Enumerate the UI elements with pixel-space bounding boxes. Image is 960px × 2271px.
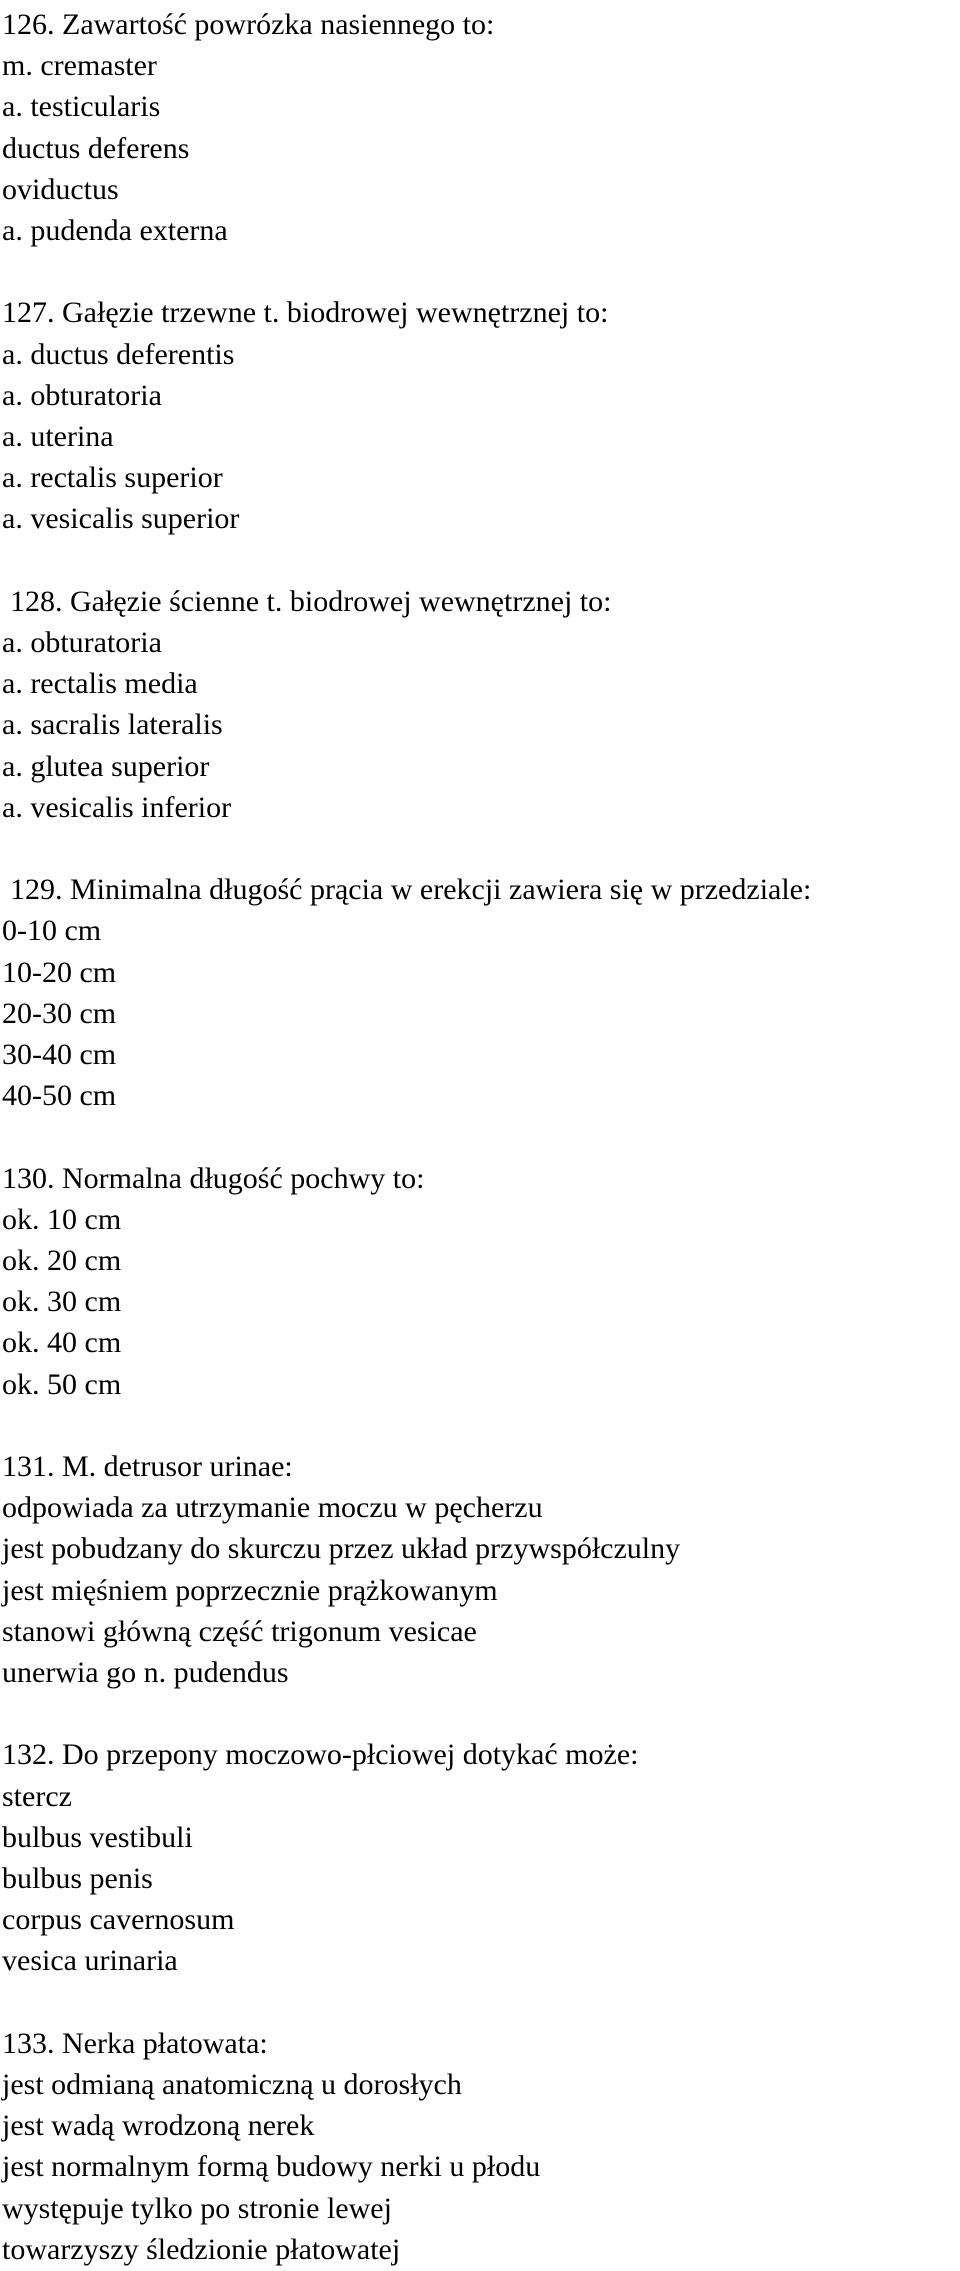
answer-option: stercz — [2, 1779, 72, 1813]
answer-option: jest pobudzany do skurczu przez układ przywspółczulny — [2, 1532, 681, 1566]
question-title: 128. Gałęzie ścienne t. biodrowej wewnętrznej to: — [10, 584, 612, 618]
question-127 — [2, 292, 960, 539]
answer-option: bulbus penis — [2, 1862, 153, 1896]
answer-option: a. sacralis lateralis — [2, 708, 223, 742]
answer-option: 0-10 cm — [2, 914, 102, 948]
answer-option: jest normalnym formą budowy nerki u płodu — [2, 2150, 541, 2184]
answer-option: a. vesicalis inferior — [2, 790, 232, 824]
question-title: 133. Nerka płatowata: — [2, 2026, 268, 2060]
question-title: 131. M. detrusor urinae: — [2, 1450, 293, 1484]
answer-option: towarzyszy śledzionie płatowatej — [2, 2232, 401, 2266]
question-126 — [2, 4, 960, 251]
answer-option: a. obturatoria — [2, 626, 162, 660]
answer-option: vesica urinaria — [2, 1944, 178, 1978]
question-130 — [2, 1158, 960, 1405]
answer-option: 20-30 cm — [2, 996, 117, 1030]
answer-option: odpowiada za utrzymanie moczu w pęcherzu — [2, 1491, 543, 1525]
answer-option: a. glutea superior — [2, 749, 210, 783]
question-title: 132. Do przepony moczowo-płciowej dotykać może: — [2, 1738, 639, 1772]
answer-option: a. obturatoria — [2, 378, 162, 412]
answer-option: 10-20 cm — [2, 955, 117, 989]
question-129 — [2, 869, 960, 1116]
question-133 — [2, 2023, 960, 2270]
answer-option: występuje tylko po stronie lewej — [2, 2191, 392, 2225]
answer-option: ok. 30 cm — [2, 1285, 122, 1319]
answer-option: ok. 40 cm — [2, 1326, 122, 1360]
answer-option: ductus deferens — [2, 131, 190, 165]
question-title: 127. Gałęzie trzewne t. biodrowej wewnętrznej to: — [2, 296, 609, 330]
answer-option: a. vesicalis superior — [2, 502, 240, 536]
question-131 — [2, 1446, 960, 1693]
question-title: 129. Minimalna długość prącia w erekcji zawiera się w przedziale: — [10, 873, 812, 907]
answer-option: unerwia go n. pudendus — [2, 1656, 289, 1690]
question-title: 126. Zawartość powrózka nasiennego to: — [2, 8, 495, 41]
question-132 — [2, 1734, 960, 1981]
answer-option: corpus cavernosum — [2, 1903, 235, 1937]
answer-option: a. rectalis media — [2, 667, 198, 701]
question-title: 130. Normalna długość pochwy to: — [2, 1161, 425, 1195]
question-128 — [2, 581, 960, 828]
answer-option: ok. 20 cm — [2, 1244, 122, 1278]
answer-option: m. cremaster — [2, 49, 157, 83]
answer-option: a. testicularis — [2, 90, 161, 124]
answer-option: a. pudenda externa — [2, 214, 228, 248]
answer-option: oviductus — [2, 172, 119, 206]
answer-option: a. uterina — [2, 420, 114, 454]
answer-option: stanowi główną część trigonum vesicae — [2, 1614, 477, 1648]
answer-option: jest mięśniem poprzecznie prążkowanym — [2, 1573, 498, 1607]
answer-option: bulbus vestibuli — [2, 1820, 193, 1854]
answer-option: a. ductus deferentis — [2, 337, 235, 371]
answer-option: jest odmianą anatomiczną u dorosłych — [2, 2068, 462, 2102]
answer-option: 30-40 cm — [2, 1038, 117, 1072]
answer-option: jest wadą wrodzoną nerek — [2, 2109, 315, 2143]
answer-option: ok. 50 cm — [2, 1367, 122, 1401]
answer-option: ok. 10 cm — [2, 1202, 122, 1236]
answer-option: a. rectalis superior — [2, 461, 223, 495]
answer-option: 40-50 cm — [2, 1079, 117, 1113]
